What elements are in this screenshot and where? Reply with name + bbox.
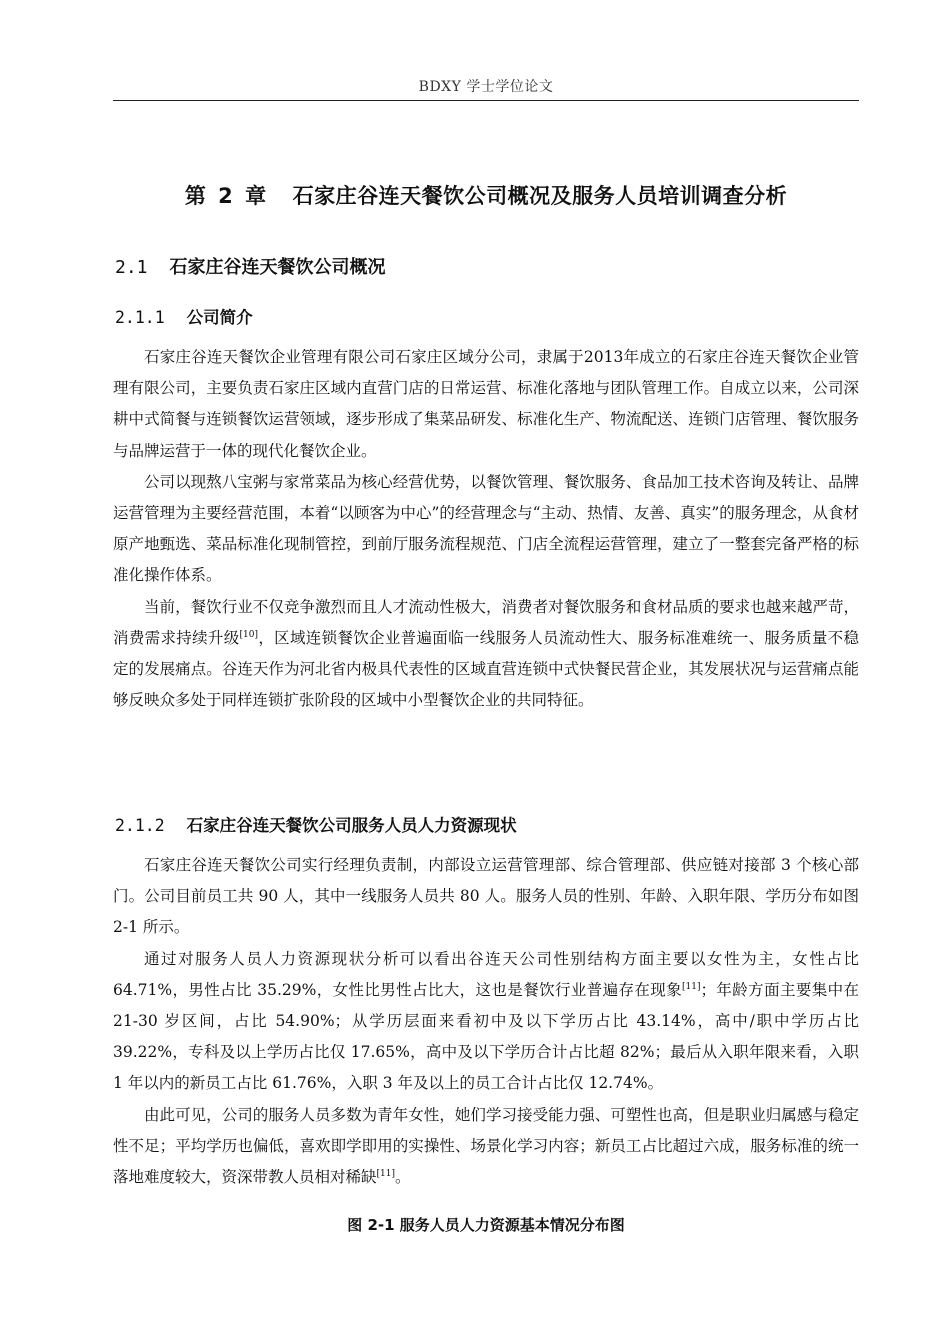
citation-ref: [10] <box>239 629 259 640</box>
figure-caption: 图 2-1 服务人员人力资源基本情况分布图 <box>347 1216 625 1234</box>
chapter-title <box>113 180 859 210</box>
citation-ref: [11] <box>682 981 701 992</box>
header-rule <box>113 100 859 101</box>
citation-ref: [11] <box>376 1169 395 1180</box>
section-heading-2-1-1 <box>115 304 253 328</box>
section-2-1-2-body <box>113 850 859 1193</box>
paragraph-text: ，区域连锁餐饮企业普遍面临一线服务人员流动性大、服务标准难统一、服务质量不稳定的发展痛点。谷连天作为河北省内极具代表性的区域直营连锁中式快餐民营企业，其发展状况与运营痛点能够反映众多处于同样连锁扩张阶段的区域中小型餐饮企业的共同特征。 <box>113 628 859 710</box>
paragraph-text: 通过对服务人员人力资源现状分析可以看出谷连天公司性别结构方面主要以女性为主，女性占比 64.71%，男性占比 35.29%，女性比男性占比大，这也是餐饮行业普遍存在现象 <box>113 949 859 999</box>
subsection-title: 石家庄谷连天餐饮公司服务人员人力资源现状 <box>186 816 517 835</box>
section-heading-2-1 <box>115 253 386 279</box>
chapter-number: 第 2 章 <box>184 184 267 208</box>
paragraph: 石家庄谷连天餐饮企业管理有限公司石家庄区域分公司，隶属于2013年成立的石家庄谷连天餐饮企业管理有限公司，主要负责石家庄区域内直营门店的日常运营、标准化落地与团队管理工作。自成立以来，公司深耕中式简餐与连锁餐饮运营领域，逐步形成了集菜品研发、标准化生产、物流配送、连锁门店管理、餐饮服务与品牌运营于一体的现代化餐饮企业。 <box>113 348 859 460</box>
section-heading-2-1-2 <box>115 812 517 836</box>
subsection-number: 2.1.1 <box>115 308 165 327</box>
running-header: BDXY 学士学位论文 <box>418 79 554 95</box>
paragraph: 石家庄谷连天餐饮公司实行经理负责制，内部设立运营管理部、综合管理部、供应链对接部 3 个核心部门。公司目前员工共 90 人，其中一线服务人员共 80 人。服务人员的性别、年龄、入职年限、学历分布如图 2-1 所示。 <box>113 856 859 937</box>
subsection-number: 2.1.2 <box>115 816 165 835</box>
paragraph: 公司以现熬八宝粥与家常菜品为核心经营优势，以餐饮管理、餐饮服务、食品加工技术咨询及转让、品牌运营管理为主要经营范围，本着“以顾客为中心”的经营理念与“主动、热情、友善、真实”的服务理念，从食材原产地甄选、菜品标准化现制管控，到前厅服务流程规范、门店全流程运营管理，建立了一整套完备严格的标准化操作体系。 <box>113 472 859 585</box>
paragraph-text: ；年龄方面主要集中在 21-30 岁区间，占比 54.90%；从学历层面来看初中及以下学历占比 43.14%，高中/职中学历占比 39.22%，专科及以上学历占比仅 17.65%，高中及以下学历合计占比超 82%；最后从入职年限来看，入职 1 年以内的新员工占比 61.76%，入职 3 年及以上的员工合计占比仅 12.74%。 <box>113 980 859 1093</box>
paragraph-text: 由此可见，公司的服务人员多数为青年女性，她们学习接受能力强、可塑性也高，但是职业归属感与稳定性不足；平均学历也偏低，喜欢即学即用的实操性、场景化学习内容；新员工占比超过六成，服务标准的统一落地难度较大，资深带教人员相对稀缺 <box>113 1105 859 1187</box>
paragraph-text: 当前，餐饮行业不仅竞争激烈而且人才流动性极大，消费者对餐饮服务和食材品质的要求也越来越严苛，消费需求持续升级 <box>113 597 859 647</box>
paragraph <box>113 592 859 717</box>
paragraph <box>113 944 859 1100</box>
subsection-title: 公司简介 <box>186 308 253 327</box>
paragraph <box>113 1100 859 1194</box>
section-title: 石家庄谷连天餐饮公司概况 <box>169 257 386 278</box>
section-2-1-1-body <box>113 342 859 716</box>
paragraph-text: 。 <box>395 1168 411 1187</box>
section-number: 2.1 <box>115 257 148 278</box>
chapter-title-text: 石家庄谷连天餐饮公司概况及服务人员培训调查分析 <box>292 184 788 208</box>
